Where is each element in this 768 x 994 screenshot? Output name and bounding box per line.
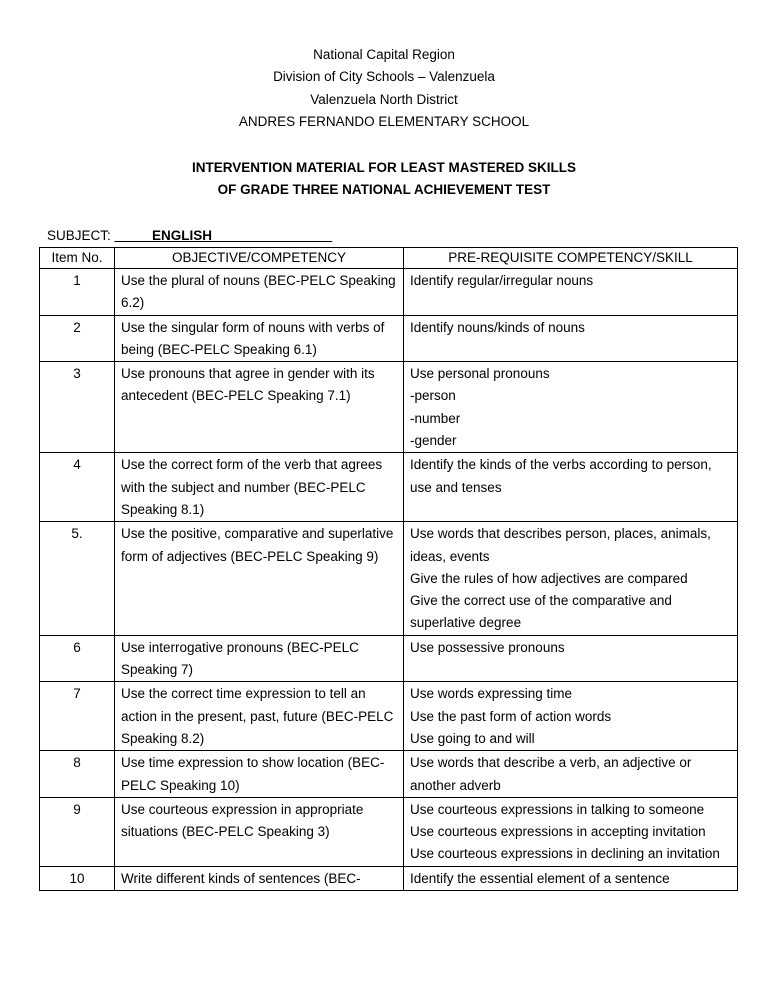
item-number: 6: [40, 635, 115, 682]
prerequisite-line: -person: [410, 388, 456, 404]
item-number: 7: [40, 682, 115, 751]
prerequisite-line: Use going to and will: [410, 730, 535, 746]
table-row: [40, 866, 738, 890]
table-row: [40, 315, 738, 362]
item-number: 9: [40, 797, 115, 866]
prerequisite-line: Identify nouns/kinds of nouns: [410, 319, 585, 335]
table-header-row: [40, 248, 738, 269]
table-row: [40, 797, 738, 866]
objective-cell: Write different kinds of sentences (BEC-: [115, 866, 404, 890]
competency-table: [39, 247, 738, 891]
header-objective: OBJECTIVE/COMPETENCY: [115, 248, 404, 269]
prerequisite-cell: [404, 453, 738, 522]
objective-cell: Use the positive, comparative and superlative form of adjectives (BEC-PELC Speaking 9): [115, 522, 404, 635]
school-line: ANDRES FERNANDO ELEMENTARY SCHOOL: [238, 113, 530, 129]
prerequisite-line: Give the rules of how adjectives are compared: [410, 570, 688, 586]
prerequisite-line: Use words that describes person, places, animals, ideas, events: [410, 526, 711, 564]
item-number: 8: [40, 751, 115, 798]
item-number: 2: [40, 315, 115, 362]
header-item-no: Item No.: [40, 248, 115, 269]
prerequisite-cell: [404, 269, 738, 316]
table-row: [40, 362, 738, 453]
item-number: 5.: [40, 522, 115, 635]
table-row: [40, 682, 738, 751]
prerequisite-line: Identify the kinds of the verbs according to person, use and tenses: [410, 457, 712, 495]
prerequisite-cell: [404, 315, 738, 362]
division-line: Division of City Schools – Valenzuela: [273, 69, 495, 85]
prerequisite-line: -number: [410, 410, 461, 426]
document-header: [0, 44, 768, 133]
subject-label: SUBJECT:: [47, 228, 115, 243]
prerequisite-cell: [404, 522, 738, 635]
objective-cell: Use the plural of nouns (BEC-PELC Speaking 6.2): [115, 269, 404, 316]
table-row: [40, 522, 738, 635]
item-number: 1: [40, 269, 115, 316]
prerequisite-line: Identify the essential element of a sentence: [410, 870, 670, 886]
objective-cell: Use pronouns that agree in gender with its antecedent (BEC-PELC Speaking 7.1): [115, 362, 404, 453]
header-prerequisite: PRE-REQUISITE COMPETENCY/SKILL: [404, 248, 738, 269]
prerequisite-line: Use courteous expressions in talking to someone: [410, 801, 705, 817]
prerequisite-line: Use the past form of action words: [410, 708, 612, 724]
objective-cell: Use time expression to show location (BEC-PELC Speaking 10): [115, 751, 404, 798]
prerequisite-line: Use words that describe a verb, an adjective or another adverb: [410, 755, 692, 793]
item-number: 3: [40, 362, 115, 453]
prerequisite-cell: [404, 362, 738, 453]
prerequisite-line: Give the correct use of the comparative and superlative degree: [410, 593, 672, 631]
table-row: [40, 453, 738, 522]
objective-cell: Use the correct form of the verb that agrees with the subject and number (BEC-PELC Speaking 8.1): [115, 453, 404, 522]
objective-cell: Use the correct time expression to tell an action in the present, past, future (BEC-PELC Speaking 8.2): [115, 682, 404, 751]
subject-field: [47, 227, 332, 245]
item-number: 10: [40, 866, 115, 890]
region-line: National Capital Region: [313, 47, 455, 62]
item-number: 4: [40, 453, 115, 522]
prerequisite-cell: [404, 682, 738, 751]
subject-value: _____ENGLISH________________: [114, 228, 333, 243]
prerequisite-cell: [404, 751, 738, 798]
objective-cell: Use interrogative pronouns (BEC-PELC Speaking 7): [115, 635, 404, 682]
prerequisite-line: Use personal pronouns: [410, 366, 550, 382]
prerequisite-line: Use courteous expressions in declining an invitation: [410, 846, 720, 862]
objective-cell: Use the singular form of nouns with verbs of being (BEC-PELC Speaking 6.1): [115, 315, 404, 362]
prerequisite-cell: [404, 797, 738, 866]
objective-cell: Use courteous expression in appropriate situations (BEC-PELC Speaking 3): [115, 797, 404, 866]
prerequisite-line: -gender: [410, 433, 457, 449]
title-line-1: INTERVENTION MATERIAL FOR LEAST MASTERED SKILLS: [191, 160, 576, 175]
table-row: [40, 635, 738, 682]
district-line: Valenzuela North District: [310, 91, 458, 107]
prerequisite-line: Use possessive pronouns: [410, 639, 565, 655]
prerequisite-line: Identify regular/irregular nouns: [410, 273, 594, 288]
title-line-2: OF GRADE THREE NATIONAL ACHIEVEMENT TEST: [217, 182, 551, 197]
table-row: [40, 751, 738, 798]
prerequisite-cell: [404, 635, 738, 682]
prerequisite-line: Use words expressing time: [410, 686, 573, 702]
prerequisite-line: Use courteous expressions in accepting invitation: [410, 824, 706, 840]
document-title: [0, 157, 768, 201]
prerequisite-cell: [404, 866, 738, 890]
table-row: [40, 269, 738, 316]
